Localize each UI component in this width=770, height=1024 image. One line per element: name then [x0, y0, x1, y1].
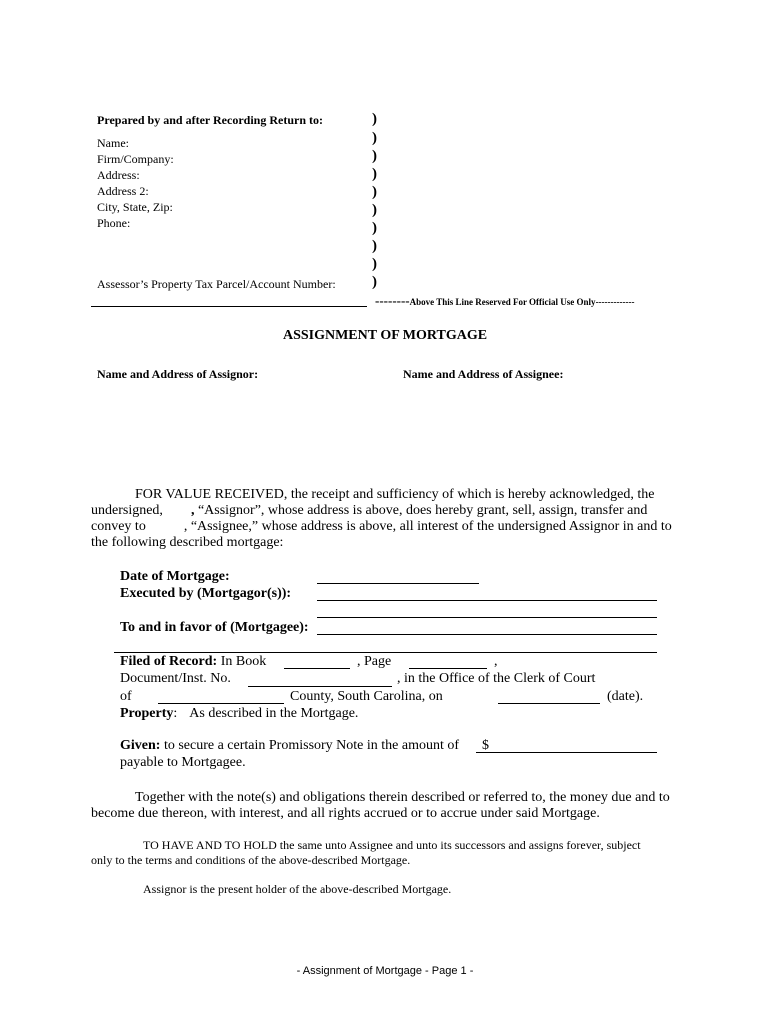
mortgagee-label: To and in favor of (Mortgagee): [120, 620, 309, 635]
in-book-text: In Book [220, 654, 267, 669]
address2-field-label: Address 2: [97, 184, 149, 198]
document-title: ASSIGNMENT OF MORTGAGE [282, 328, 488, 343]
assignee-label: Name and Address of Assignee: [403, 367, 564, 381]
county-text: County, South Carolina, on [290, 689, 443, 704]
property-colon: : [173, 706, 178, 721]
parcel-number-label: Assessor’s Property Tax Parcel/Account Number: [97, 277, 336, 291]
bracket-paren: ) [372, 148, 377, 164]
bracket-paren: ) [372, 256, 377, 272]
filed-of-record-label: Filed of Record: [120, 654, 218, 669]
bracket-paren: ) [372, 130, 377, 146]
name-field-label: Name: [97, 136, 129, 150]
mortgagor-blank-1 [317, 600, 657, 601]
property-text: As described in the Mortgage. [189, 706, 359, 721]
official-use-line [375, 292, 635, 310]
official-trailing-dashes: ------------- [595, 297, 635, 307]
parcel-underline [91, 306, 367, 307]
date-of-mortgage-label: Date of Mortgage: [120, 569, 230, 584]
payable-text: payable to Mortgagee. [120, 755, 246, 770]
of-label: of [120, 689, 132, 704]
date-suffix: (date). [607, 689, 644, 704]
bracket-paren: ) [372, 202, 377, 218]
together-line-1: Together with the note(s) and obligations therein described or referred to, the money due and to [135, 790, 670, 805]
bracket-paren: ) [372, 274, 377, 290]
together-line-2: become due thereon, with interest, and all rights accrued or to accrue under said Mortgage. [91, 806, 600, 821]
phone-field-label: Phone: [97, 216, 131, 230]
given-label: Given: [120, 738, 161, 753]
bracket-paren: ) [372, 184, 377, 200]
property-label: Property [120, 706, 174, 721]
filed-trailing-comma: , [494, 654, 498, 669]
habendum-line-2: only to the terms and conditions of the above-described Mortgage. [91, 853, 411, 867]
page-footer [0, 965, 770, 977]
assignee-interest-text: , “Assignee,” whose address is above, all interest of the undersigned Assignor in and to [183, 519, 672, 534]
clerk-of-court-text: , in the Office of the Clerk of Court [397, 671, 596, 686]
mortgagee-blank-2 [114, 652, 657, 653]
document-inst-blank [248, 686, 392, 687]
undersigned-text: undersigned, [91, 503, 163, 518]
firm-field-label: Firm/Company: [97, 152, 174, 166]
official-use-text: Above This Line Reserved For Official Use Only [409, 297, 596, 307]
property-line [120, 706, 358, 722]
recital-line-1: FOR VALUE RECEIVED, the receipt and sufficiency of which is hereby acknowledged, the [135, 487, 655, 502]
filed-of-record-line [120, 654, 266, 670]
recital-line-4: the following described mortgage: [91, 535, 284, 550]
recital-line-3 [91, 519, 672, 535]
footer-text: Assignment of Mortgage - Page 1 [302, 965, 467, 977]
footer-dash-left: - [296, 965, 301, 977]
page-label: , Page [357, 654, 392, 669]
mortgagee-blank-1 [317, 634, 657, 635]
bracket-paren: ) [372, 220, 377, 236]
mortgagor-blank-2 [317, 617, 657, 618]
address-field-label: Address: [97, 168, 140, 182]
given-text: to secure a certain Promissory Note in the amount of [163, 738, 460, 753]
habendum-line-1: TO HAVE AND TO HOLD the same unto Assignee and unto its successors and assigns forever, subject [143, 838, 641, 852]
prepared-by-label: Prepared by and after Recording Return to: [97, 113, 323, 127]
dollar-sign: $ [482, 738, 489, 753]
recital-line-2 [91, 503, 647, 519]
official-dashes: -------- [375, 293, 410, 308]
page-blank [409, 668, 487, 669]
assignor-grant-text: “Assignor”, whose address is above, does hereby grant, sell, assign, transfer and [197, 503, 648, 518]
assignor-blank-comma: , [190, 503, 195, 518]
city-state-zip-label: City, State, Zip: [97, 200, 173, 214]
county-blank [158, 703, 284, 704]
date-of-mortgage-blank [317, 583, 479, 584]
document-inst-label: Document/Inst. No. [120, 671, 231, 686]
holder-statement: Assignor is the present holder of the above-described Mortgage. [143, 882, 452, 896]
executed-by-label: Executed by (Mortgagor(s)): [120, 586, 292, 601]
book-blank [284, 668, 350, 669]
convey-to-text: convey to [91, 519, 146, 534]
amount-blank [476, 752, 657, 753]
footer-dash-right: - [469, 965, 474, 977]
recording-date-blank [498, 703, 600, 704]
bracket-paren: ) [372, 166, 377, 182]
bracket-paren: ) [372, 238, 377, 254]
given-line [120, 738, 459, 754]
assignor-label: Name and Address of Assignor: [97, 367, 259, 381]
bracket-paren: ) [372, 111, 377, 127]
